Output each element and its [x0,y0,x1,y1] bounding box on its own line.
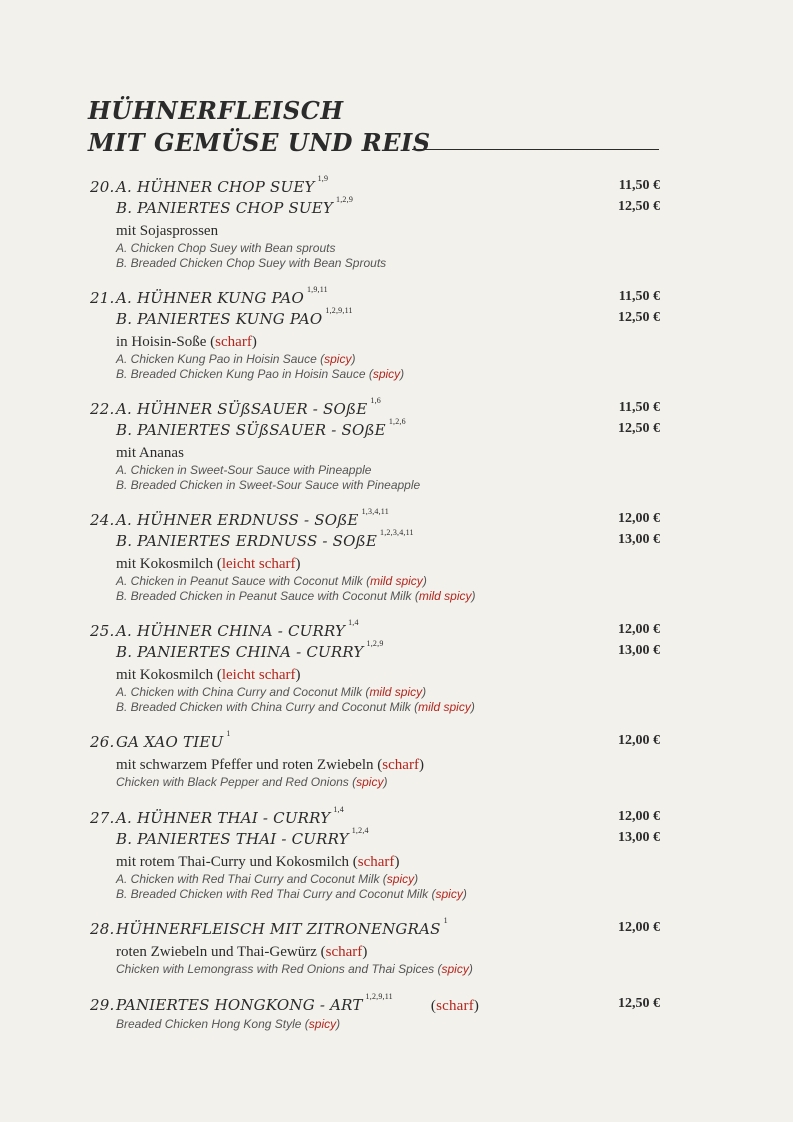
spicy-label: mild spicy [418,700,471,714]
description-de: in Hoisin-Soße (scharf) [116,334,257,350]
price-b: 13,00 € [618,830,660,845]
description-en-a: A. Chicken Kung Pao in Hoisin Sauce (spicy) [116,352,356,366]
item-name-a: HÜHNERFLEISCH MIT ZITRONENGRAS $^1$ [116,916,448,938]
spicy-label: leicht scharf [221,667,296,683]
allergens-a: 1,9,11 [306,285,328,294]
allergens-b: 1,2,9 [336,195,354,204]
item-name-a: A. HÜHNER THAI - CURRY $^{1,4}$ [116,805,344,827]
description-de: mit Ananas [116,445,184,461]
title-line-2: MIT GEMÜSE UND REIS [88,128,431,157]
description-en-b: B. Breaded Chicken with China Curry and Coconut Milk (mild spicy) [116,700,475,714]
description-de: mit Kokosmilch (leicht scharf) [116,667,301,683]
description-en-b: B. Breaded Chicken with Red Thai Curry and Coconut Milk (spicy) [116,887,467,901]
spicy-note: (scharf) [430,998,480,1014]
price-b: 13,00 € [618,532,660,547]
description-en-a: A. Chicken in Peanut Sauce with Coconut Milk (mild spicy) [116,574,427,588]
spicy-label: scharf [215,334,252,350]
allergens-a: 1,9 [317,174,329,183]
menu-item-27 [90,805,660,902]
spicy-label: scharf [436,998,474,1014]
item-name-a: A. HÜHNER CHINA - CURRY $^{1,4}$ [116,618,359,640]
item-name-b: B. PANIERTES CHOP SUEY $^{1,2,9}$ [116,195,354,217]
item-name-a: GA XAO TIEU $^1$ [116,729,231,751]
item-number: 24. [90,511,115,529]
item-name-b: B. PANIERTES SÜßSAUER - SOßE $^{1,2,6}$ [116,417,406,439]
description-de: mit Kokosmilch (leicht scharf) [116,556,301,572]
allergens-a: 1,4 [333,805,344,814]
item-name-a: A. HÜHNER CHOP SUEY $^{1,9}$ [116,174,329,196]
description-en-a: A. Chicken Chop Suey with Bean sprouts [116,241,336,255]
price-b: 12,50 € [618,310,660,325]
menu-item-29 [90,992,660,1032]
spicy-label: mild spicy [418,589,472,603]
menu-item-26 [90,729,660,790]
spicy-label: mild spicy [370,574,423,588]
menu-item-28 [90,916,660,977]
description-en-a: Breaded Chicken Hong Kong Style (spicy) [116,1017,341,1031]
description-en-b: B. Breaded Chicken in Sweet-Sour Sauce with Pineapple [116,478,421,492]
item-number: 28. [90,920,115,938]
item-number: 29. [90,996,115,1014]
spicy-label: spicy [308,1017,337,1031]
price-a: 12,00 € [618,809,660,824]
spicy-label: spicy [441,962,469,976]
price-b: 12,50 € [618,421,660,436]
description-en-a: A. Chicken in Sweet-Sour Sauce with Pineapple [116,463,372,477]
price-a: 12,00 € [618,511,660,526]
item-number: 21. [90,289,115,307]
allergens-b: 1,2,9 [366,639,384,648]
description-en-a: A. Chicken with China Curry and Coconut Milk (mild spicy) [116,685,427,699]
menu-item-20 [90,174,660,271]
spicy-label: spicy [372,367,401,381]
allergens-a: 1 [443,916,448,925]
item-name-b: B. PANIERTES CHINA - CURRY $^{1,2,9}$ [116,639,384,661]
item-name-a: A. HÜHNER ERDNUSS - SOßE $^{1,3,4,11}$ [116,507,389,529]
item-number: 20. [90,178,115,196]
menu-item-22 [90,396,660,493]
description-en-a: A. Chicken with Red Thai Curry and Coconut Milk (spicy) [116,872,419,886]
description-en-b: B. Breaded Chicken Chop Suey with Bean Sprouts [116,256,387,270]
spicy-label: scharf [357,854,395,870]
item-number: 25. [90,622,115,640]
item-name-a: PANIERTES HONGKONG - ART $^{1,2,9,11}$(scharf) [116,992,480,1014]
allergens-a: 1,3,4,11 [361,507,389,516]
allergens-b: 1,2,6 [388,417,406,426]
item-number: 26. [90,733,115,751]
item-name-b: B. PANIERTES KUNG PAO $^{1,2,9,11}$ [116,306,353,328]
menu-item-24 [90,507,660,604]
page-title [88,95,431,159]
item-name-b: B. PANIERTES THAI - CURRY $^{1,2,4}$ [116,826,369,848]
description-de: mit schwarzem Pfeffer und roten Zwiebeln (scharf) [116,757,424,773]
allergens-b: 1,2,4 [351,826,369,835]
menu-item-25 [90,618,660,715]
price-a: 11,50 € [618,178,660,193]
item-name-a: A. HÜHNER KUNG PAO $^{1,9,11}$ [116,285,328,307]
description-de: mit Sojasprossen [116,223,219,239]
allergens-b: 1,2,9,11 [325,306,353,315]
price-b: 13,00 € [618,643,660,658]
spicy-label: leicht scharf [221,556,296,572]
item-name-b: B. PANIERTES ERDNUSS - SOßE $^{1,2,3,4,11}$ [116,528,414,550]
price-a: 11,50 € [618,400,660,415]
price-a: 12,00 € [618,622,660,637]
price-a: 12,00 € [618,733,660,748]
item-name-a: A. HÜHNER SÜßSAUER - SOßE $^{1,6}$ [116,396,381,418]
price-b: 12,50 € [618,199,660,214]
allergens-a: 1,4 [348,618,359,627]
menu-item-21 [90,285,660,382]
item-number: 27. [90,809,115,827]
spicy-label: mild spicy [369,685,423,699]
spicy-label: spicy [356,775,384,789]
description-en-a: Chicken with Lemongrass with Red Onions and Thai Spices (spicy) [116,962,473,976]
spicy-label: spicy [386,872,415,886]
description-de: roten Zwiebeln und Thai-Gewürz (scharf) [116,944,368,960]
description-en-b: B. Breaded Chicken Kung Pao in Hoisin Sauce (spicy) [116,367,405,381]
description-en-b: B. Breaded Chicken in Peanut Sauce with Coconut Milk (mild spicy) [116,589,476,603]
spicy-label: spicy [435,887,463,901]
description-de: mit rotem Thai-Curry und Kokosmilch (scharf) [116,854,400,870]
spicy-label: scharf [382,757,419,773]
item-number: 22. [90,400,115,418]
price-a: 12,00 € [618,920,660,935]
title-divider [412,149,659,150]
allergens-a: 1,2,9,11 [365,992,393,1001]
spicy-label: spicy [324,352,352,366]
price-a: 11,50 € [618,289,660,304]
title-line-1: HÜHNERFLEISCH [88,96,344,125]
spicy-label: scharf [325,944,363,960]
allergens-a: 1,6 [370,396,381,405]
allergens-b: 1,2,3,4,11 [380,528,414,537]
description-en-a: Chicken with Black Pepper and Red Onions (spicy) [116,775,388,789]
price-a: 12,50 € [618,996,660,1011]
allergens-a: 1 [226,729,231,738]
